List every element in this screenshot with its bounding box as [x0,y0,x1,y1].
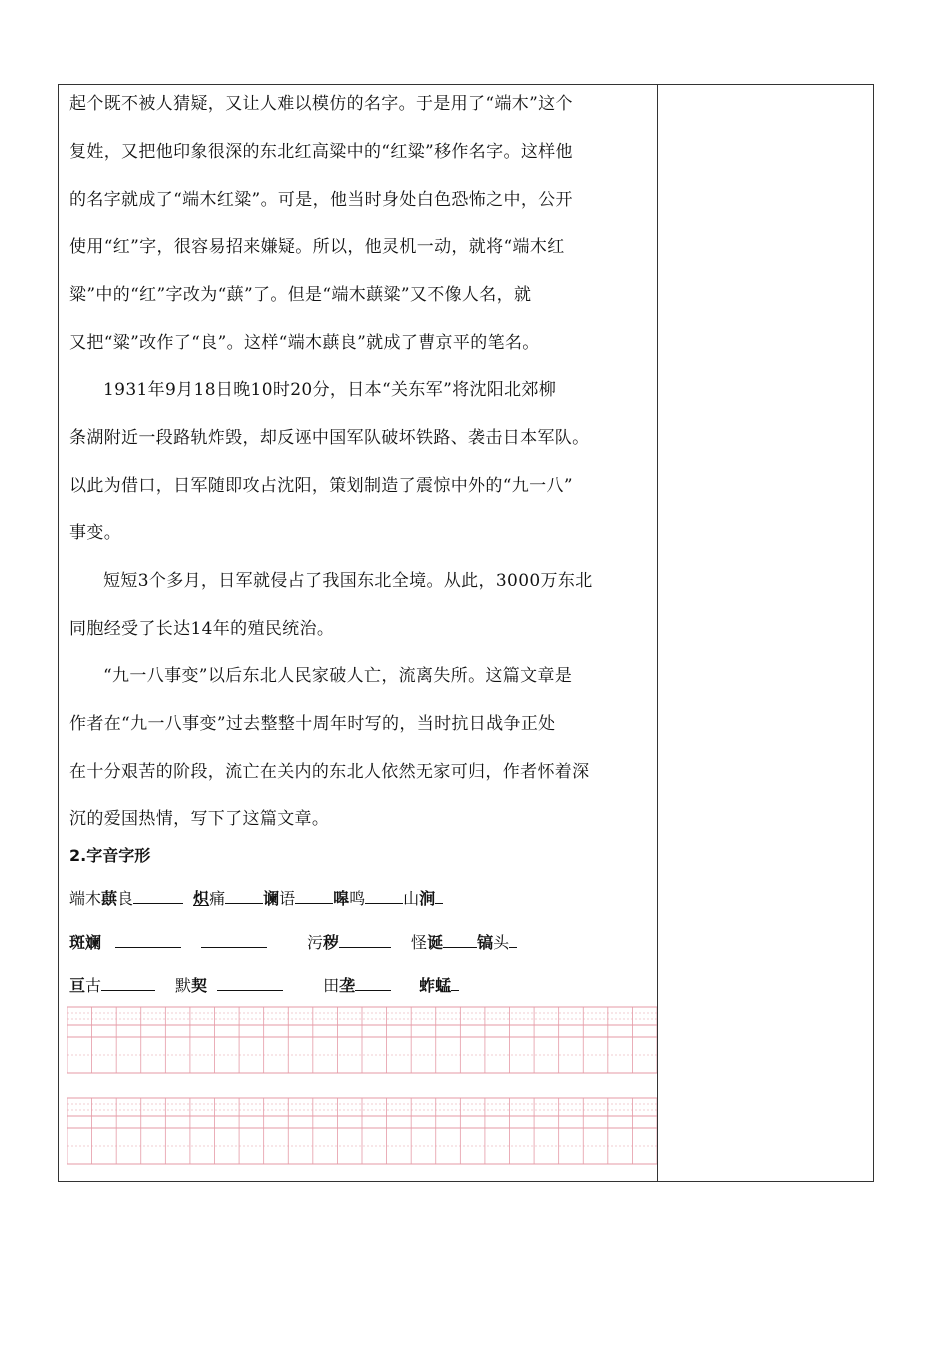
vocab-char: 秽 [323,933,340,952]
paragraph-line: 作者在“九一八事变”过去整整十周年时写的，当时抗日战争正处 [69,714,556,734]
answer-blank[interactable] [451,978,459,991]
notes-cell[interactable] [658,85,873,1181]
answer-blank[interactable] [339,935,391,948]
paragraph-line: 复姓，又把他印象很深的东北红高粱中的“红粱”移作名字。这样他 [69,142,573,162]
vocab-row-3 [69,973,459,996]
vocab-word: 痛 [209,889,226,908]
vocab-word: 默 [175,976,192,995]
vocab-row-1 [69,886,443,909]
vocab-char: 契 [191,976,208,995]
answer-blank[interactable] [435,891,443,904]
vocab-word: 山 [403,889,420,908]
answer-blank[interactable] [365,891,403,904]
paragraph-line: 以此为借口，日军随即攻占沈阳，策划制造了震惊中外的“九一八” [69,476,573,496]
vocab-row-2 [69,930,517,953]
answer-blank[interactable] [355,978,391,991]
vocab-word: 头 [493,933,510,952]
vocab-char: 蕻 [101,889,118,908]
answer-blank[interactable] [217,978,283,991]
paragraph-line: 在十分艰苦的阶段，流亡在关内的东北人依然无家可归，作者怀着深 [69,762,590,782]
paragraph-line: 条湖附近一段路轨炸毁，却反诬中国军队破坏铁路、袭击日本军队。 [69,428,590,448]
answer-blank[interactable] [133,891,183,904]
vocab-word: 语 [279,889,296,908]
paragraph-line: 粱”中的“红”字改为“蕻”了。但是“端木蕻粱”又不像人名，就 [69,285,532,305]
paragraph-line: 1931年9月18日晚10时20分，日本“关东军”将沈阳北郊柳 [103,380,557,400]
paragraph-line: 使用“红”字，很容易招来嫌疑。所以，他灵机一动，就将“端木红 [69,237,565,257]
section-heading: 2.字音字形 [69,846,151,865]
vocab-word: 污 [307,933,324,952]
vocab-char: 谰 [263,889,280,908]
vocab-word: 古 [85,976,102,995]
vocab-char: 垄 [339,976,356,995]
vocab-word: 田 [323,976,340,995]
answer-blank[interactable] [295,891,333,904]
vocab-char: 炽 [193,889,210,908]
vocab-word: 端木 [69,889,102,908]
answer-blank[interactable] [225,891,263,904]
paragraph-line: 同胞经受了长达14年的殖民统治。 [69,619,335,639]
paragraph-line: 起个既不被人猜疑，又让人难以模仿的名字。于是用了“端木”这个 [69,94,573,114]
vocab-char: 斑斓 [69,933,102,952]
paragraph-line: 短短3个多月，日军就侵占了我国东北全境。从此，3000万东北 [103,571,593,591]
vocab-char: 诞 [427,933,444,952]
answer-blank[interactable] [201,935,267,948]
answer-blank[interactable] [509,935,517,948]
writing-grid[interactable] [67,1005,657,1175]
paragraph-line: “九一八事变”以后东北人民家破人亡，流离失所。这篇文章是 [103,666,573,686]
paragraph-line: 又把“粱”改作了“良”。这样“端木蕻良”就成了曹京平的笔名。 [69,333,540,353]
paragraph-line: 事变。 [69,523,122,543]
vocab-word: 鸣 [349,889,366,908]
answer-blank[interactable] [443,935,477,948]
vocab-char: 涧 [419,889,436,908]
vocab-char: 嗥 [333,889,350,908]
vocab-word: 良 [117,889,134,908]
vocab-word: 怪 [411,933,428,952]
answer-blank[interactable] [115,935,181,948]
vocab-char: 蚱蜢 [419,976,452,995]
paragraph-line: 的名字就成了“端木红粱”。可是，他当时身处白色恐怖之中，公开 [69,190,573,210]
answer-blank[interactable] [101,978,155,991]
vocab-char: 镐 [477,933,494,952]
paragraph-line: 沉的爱国热情，写下了这篇文章。 [69,809,330,829]
vocab-char: 亘 [69,976,86,995]
